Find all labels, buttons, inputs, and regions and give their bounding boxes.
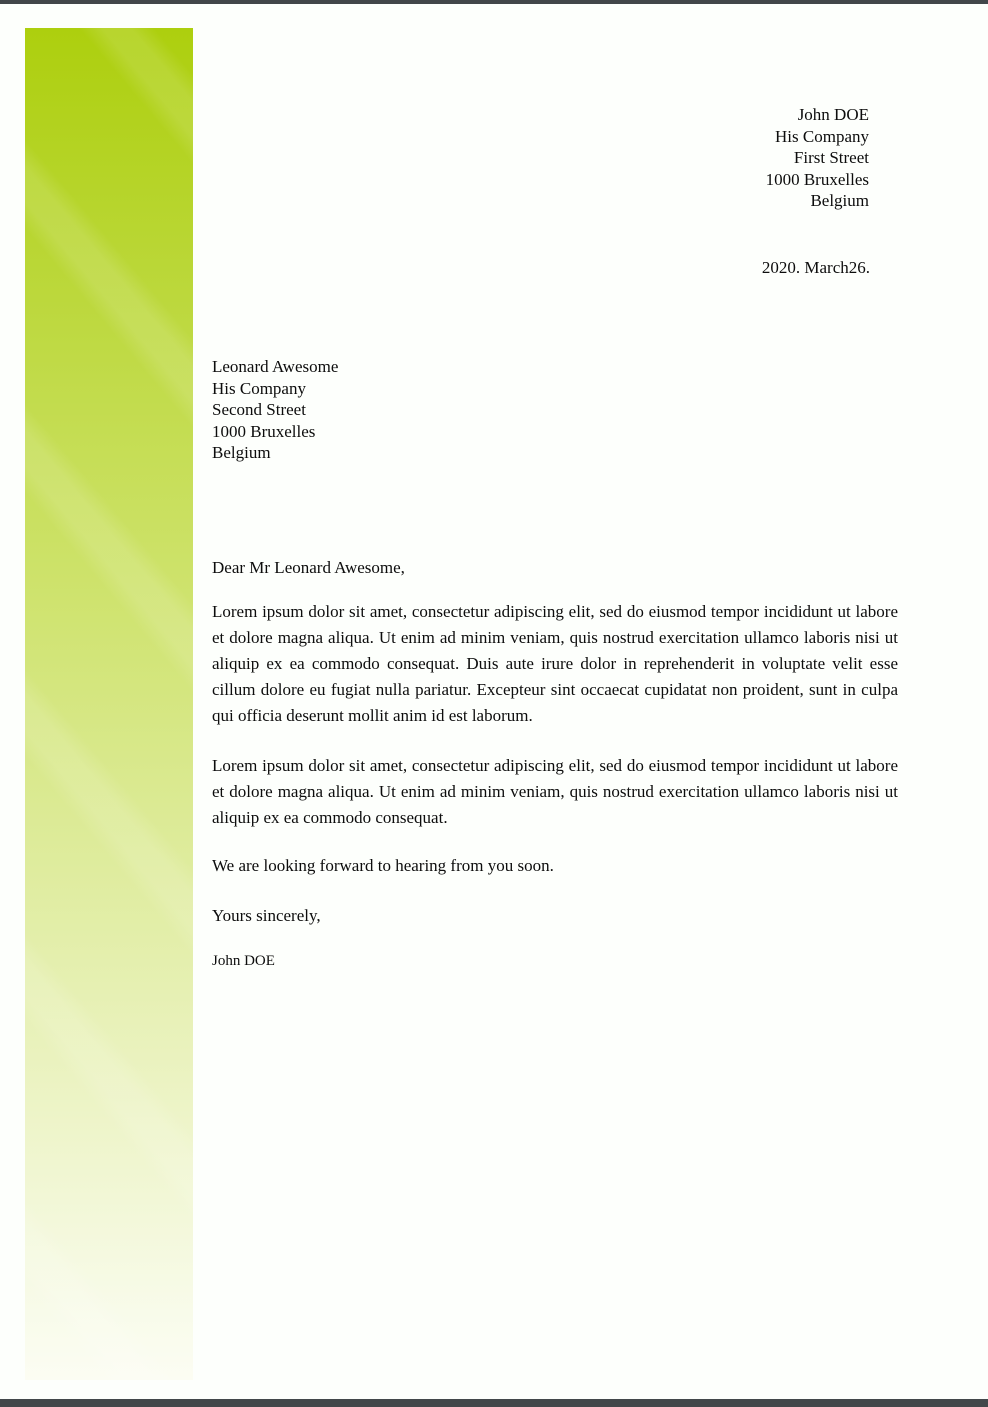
recipient-street: Second Street — [212, 400, 306, 419]
sender-city: 1000 Bruxelles — [765, 169, 869, 189]
window-top-edge — [0, 0, 988, 4]
sender-name: John DOE — [797, 105, 869, 124]
recipient-country: Belgium — [212, 443, 271, 462]
closing-line: We are looking forward to hearing from you soon. — [212, 856, 554, 875]
valediction: Yours sincerely, — [212, 906, 321, 925]
recipient-name: Leonard Awesome — [212, 357, 339, 376]
recipient-company: His Company — [212, 378, 306, 398]
window-bottom-edge — [0, 1399, 988, 1407]
letter-date: 2020. March26. — [761, 258, 870, 277]
sender-street: First Street — [793, 148, 869, 167]
recipient-city: 1000 Bruxelles — [212, 421, 316, 441]
recipient-address-block — [212, 356, 338, 464]
body-paragraph-2: Lorem ipsum dolor sit amet, consectetur adipiscing elit, sed do eiusmod tempor incididunt ut labore et dolore magna aliqua. Ut enim ad minim veniam, quis nostrud exercitation ullamco laboris nisi ut aliquip ex ea commodo consequat. — [212, 756, 898, 827]
signature-name: John DOE — [212, 953, 275, 969]
sender-company: His Company — [775, 126, 869, 146]
letterhead-accent-bar — [25, 28, 193, 1380]
body-paragraph-1: Lorem ipsum dolor sit amet, consectetur adipiscing elit, sed do eiusmod tempor incididunt ut labore et dolore magna aliqua. Ut enim ad minim veniam, quis nostrud exercitation ullamco laboris nisi ut aliquip ex ea commodo consequat. Duis aute irure dolor in reprehenderit in voluptate velit esse cillum dolore eu fugiat nulla pariatur. Excepteur sint occaecat cupidatat non proident, sunt in culpa qui officia deserunt mollit anim id est laborum. — [212, 602, 898, 725]
sender-country: Belgium — [810, 191, 869, 210]
sender-address-block — [766, 104, 869, 212]
salutation: Dear Mr Leonard Awesome, — [212, 558, 405, 577]
